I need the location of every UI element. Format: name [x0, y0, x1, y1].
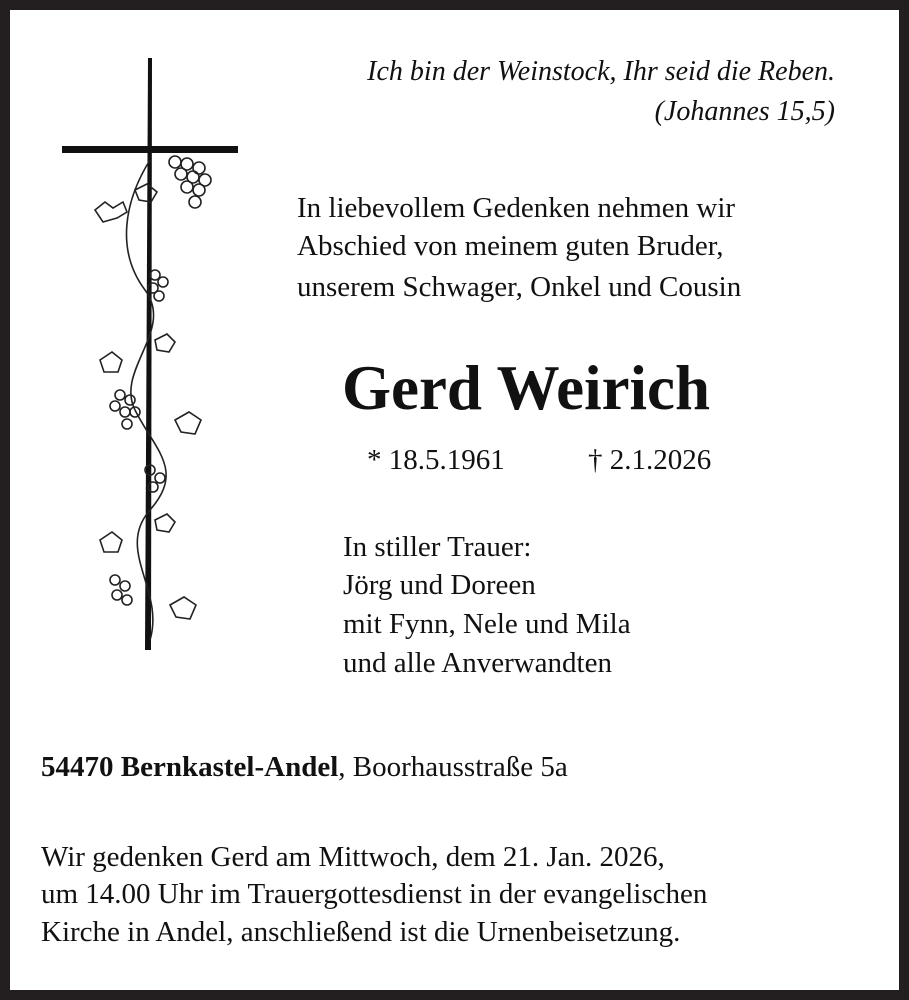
- address-street: , Boorhausstraße 5a: [338, 751, 568, 783]
- mourner-line: Jörg und Doreen: [343, 569, 536, 601]
- deceased-name: Gerd Weirich: [342, 353, 711, 423]
- cross-with-vine-illustration: [55, 50, 255, 660]
- death-date: † 2.1.2026: [588, 444, 712, 476]
- service-line: um 14.00 Uhr im Trauergottesdienst in der evangelischen: [41, 878, 708, 910]
- address: [41, 748, 568, 786]
- service-line: Wir gedenken Gerd am Mittwoch, dem 21. Jan. 2026,: [41, 841, 665, 873]
- intro-line: In liebevollem Gedenken nehmen wir: [297, 192, 736, 224]
- bible-reference: (Johannes 15,5): [654, 96, 835, 127]
- intro-line: unserem Schwager, Onkel und Cousin: [297, 271, 742, 303]
- mourner-line: In stiller Trauer:: [343, 531, 532, 563]
- service-line: Kirche in Andel, anschließend ist die Urnenbeisetzung.: [41, 916, 681, 948]
- mourner-line: und alle Anverwandten: [343, 647, 612, 679]
- birth-date: * 18.5.1961: [367, 444, 505, 476]
- bible-quote: Ich bin der Weinstock, Ihr seid die Reben.: [367, 56, 835, 87]
- intro-line: Abschied von meinem guten Bruder,: [297, 230, 724, 262]
- mourner-line: mit Fynn, Nele und Mila: [343, 608, 631, 640]
- address-city: 54470 Bernkastel-Andel: [41, 751, 339, 783]
